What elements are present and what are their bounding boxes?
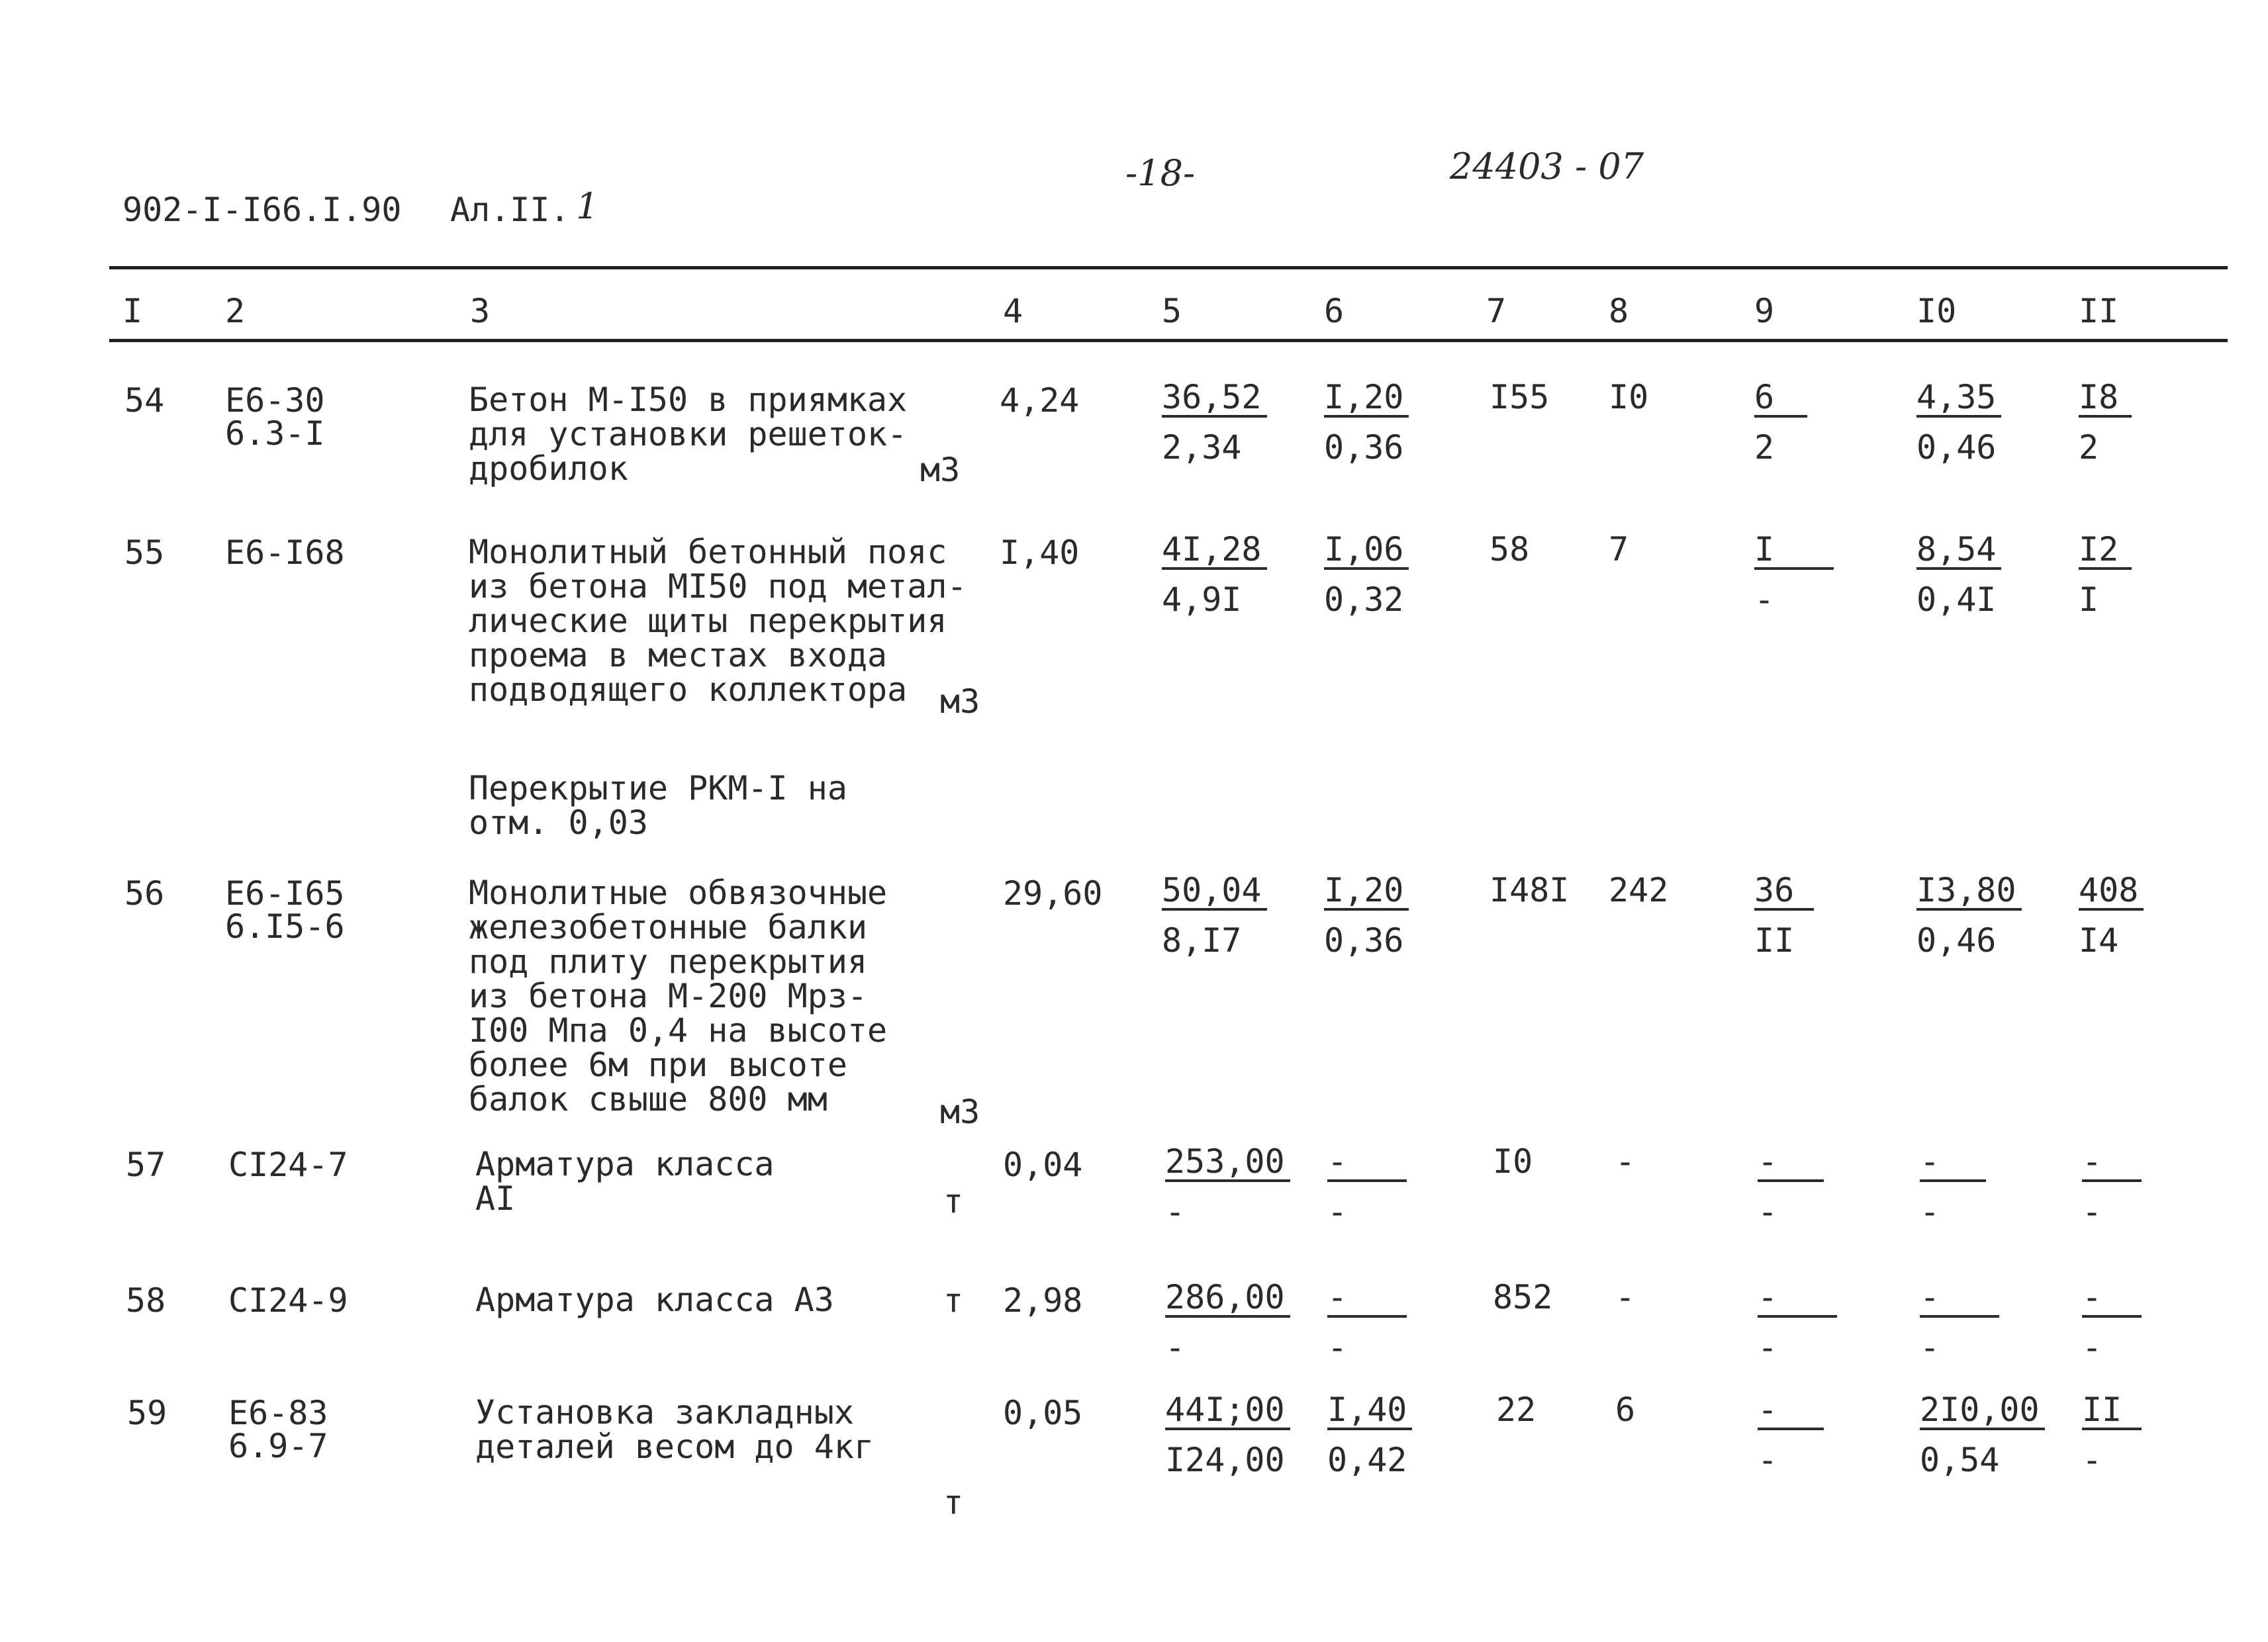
table-header-bottom-rule <box>109 339 2228 342</box>
col6-value: $\frac{I,20}{0,36}$ <box>1324 381 1409 464</box>
col6-value: - - <box>1327 1281 1407 1364</box>
col7-value: 22 <box>1496 1391 1536 1429</box>
col10-value: $\frac{8,54}{0,4I}$ <box>1916 533 2001 616</box>
row-number: 59 <box>127 1394 167 1432</box>
col10-value: - - <box>1920 1145 1986 1228</box>
col6-value: $\frac{I,20}{0,36}$ <box>1324 874 1409 957</box>
col10-value: $\frac{2I0,00}{0,54}$ <box>1920 1393 2045 1477</box>
work-description: Бетон М-I50 в приямках для установки решеток- дробилок <box>469 381 908 488</box>
unit: м3 <box>940 682 980 721</box>
col8-value: I0 <box>1609 378 1649 416</box>
col6-value: $\frac{I,40}{0,42}$ <box>1327 1393 1412 1477</box>
col8-value: 7 <box>1609 530 1629 569</box>
column-header: 9 <box>1754 292 1775 330</box>
col7-value: I55 <box>1489 378 1550 416</box>
col8-value: 242 <box>1609 871 1669 909</box>
col9-value: - - <box>1758 1393 1824 1477</box>
page-number: -18- <box>1125 152 1196 194</box>
row-number: 58 <box>126 1281 166 1320</box>
column-header: 5 <box>1162 292 1182 330</box>
col5-value: $\frac{4I,28}{4,9I}$ <box>1162 533 1267 616</box>
col5-value: 253,00 - <box>1165 1145 1290 1228</box>
work-description: Арматура класса АI <box>475 1145 775 1218</box>
unit: т <box>943 1483 964 1522</box>
col11-value: $\frac{408}{I4}$ <box>2079 874 2144 957</box>
col10-value: $\frac{I3,80}{0,46}$ <box>1916 874 2022 957</box>
column-header: 2 <box>225 292 246 330</box>
column-header: 7 <box>1486 292 1507 330</box>
unit: м3 <box>940 1093 980 1131</box>
work-description: Монолитные обвязочные железобетонные балки под плиту перекрытия из бетона М-200 Мрз- I00 Мпа 0,4 на высоте более 6м при высоте балок свыше 800 мм <box>469 874 888 1118</box>
column-header: I0 <box>1916 292 1957 330</box>
col7-value: 58 <box>1489 530 1530 569</box>
quantity: I,40 <box>1000 533 1080 572</box>
col11-value: - - <box>2082 1281 2142 1364</box>
col11-value: II - <box>2082 1393 2142 1477</box>
col8-value: - <box>1615 1142 1636 1181</box>
norm-code: CI24-9 <box>228 1281 348 1320</box>
col10-value: - - <box>1920 1281 1999 1364</box>
col9-value: - - <box>1758 1145 1824 1228</box>
column-header: I <box>122 292 143 330</box>
col8-value: - <box>1615 1278 1636 1316</box>
sheet-handwritten-number: 1 <box>576 185 599 227</box>
norm-code: E6-I68 <box>225 533 345 572</box>
document-code: 902-I-I66.I.90 <box>122 191 402 229</box>
col11-value: - - <box>2082 1145 2142 1228</box>
norm-code: E6-83 <box>228 1394 328 1432</box>
norm-code: E6-I65 <box>225 874 345 913</box>
row-number: 55 <box>124 533 165 572</box>
column-header: 6 <box>1324 292 1345 330</box>
col7-value: I48I <box>1489 871 1570 909</box>
col5-value: $\frac{36,52}{2,34}$ <box>1162 381 1267 464</box>
quantity: 4,24 <box>1000 381 1080 420</box>
norm-code: 6.I5-6 <box>225 907 345 946</box>
table-top-rule <box>109 266 2228 269</box>
col5-value: $\frac{44I;00}{I24,00}$ <box>1165 1393 1290 1477</box>
column-header: 3 <box>470 292 491 330</box>
norm-code: E6-30 <box>225 381 325 420</box>
col8-value: 6 <box>1615 1391 1636 1429</box>
row-number: 56 <box>124 874 165 913</box>
work-description: Монолитный бетонный пояс из бетона МI50 под метал- лические щиты перекрытия проема в местах входа подводящего коллектора <box>469 533 967 709</box>
col5-value: $\frac{50,04}{8,I7}$ <box>1162 874 1267 957</box>
work-description: Установка закладных деталей весом до 4кг <box>475 1393 874 1466</box>
unit: м3 <box>920 451 961 489</box>
col11-value: $\frac{I2}{I}$ <box>2079 533 2132 616</box>
col7-value: 852 <box>1493 1278 1553 1316</box>
col7-value: I0 <box>1493 1142 1533 1181</box>
col10-value: $\frac{4,35}{0,46}$ <box>1916 381 2001 464</box>
sheet-label: Ал.II. <box>450 191 570 229</box>
norm-code: 6.3-I <box>225 414 325 453</box>
column-header: 8 <box>1609 292 1629 330</box>
col11-value: $\frac{I8}{2}$ <box>2079 381 2132 464</box>
quantity: 0,05 <box>1003 1394 1083 1432</box>
quantity: 0,04 <box>1003 1146 1083 1184</box>
col5-value: 286,00 - <box>1165 1281 1290 1364</box>
work-description: Арматура класса А3 <box>475 1281 834 1319</box>
quantity: 2,98 <box>1003 1281 1083 1320</box>
quantity: 29,60 <box>1003 874 1103 913</box>
unit: т <box>943 1182 964 1220</box>
row-number: 57 <box>126 1146 166 1184</box>
col9-value: - - <box>1758 1281 1837 1364</box>
norm-code: CI24-7 <box>228 1146 348 1184</box>
archive-number: 24403 - 07 <box>1450 146 1644 187</box>
col9-value: I - <box>1754 533 1834 616</box>
column-header: 4 <box>1003 292 1023 330</box>
row-number: 54 <box>124 381 165 420</box>
col6-value: - - <box>1327 1145 1407 1228</box>
unit: т <box>943 1281 964 1320</box>
col6-value: $\frac{I,06}{0,32}$ <box>1324 533 1409 616</box>
col9-value: $\frac{36}{II}$ <box>1754 874 1814 957</box>
norm-code: 6.9-7 <box>228 1427 328 1465</box>
col9-value: $\frac{6}{2}$ <box>1754 381 1807 464</box>
column-header: II <box>2079 292 2119 330</box>
section-title: Перекрытие РКМ-I на отм. 0,03 <box>469 769 847 842</box>
